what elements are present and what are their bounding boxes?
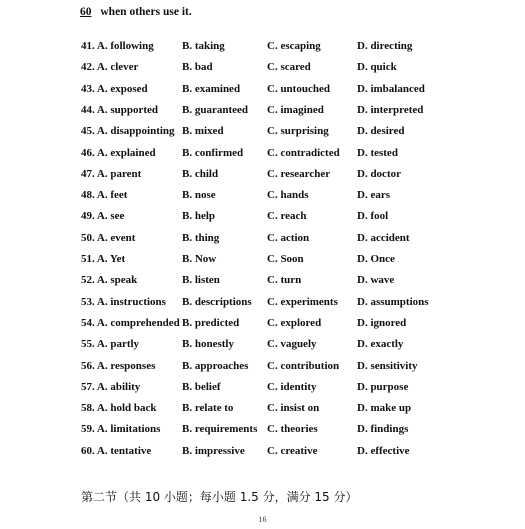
option-d: D. exactly	[357, 338, 404, 351]
option-d: D. quick	[357, 61, 397, 74]
option-b: B. bad	[182, 61, 213, 74]
option-d: D. sensitivity	[357, 359, 418, 372]
option-b: B. nose	[182, 189, 216, 202]
option-d: D. interpreted	[357, 103, 424, 116]
option-b: B. examined	[182, 82, 241, 95]
question-row	[0, 125, 525, 141]
option-d: D. fool	[357, 210, 389, 223]
option-a: 54. A. comprehended	[81, 316, 180, 329]
option-d: D. doctor	[357, 167, 401, 180]
option-d: D. ignored	[357, 316, 407, 329]
option-c: C. contradicted	[267, 146, 340, 159]
question-row	[0, 189, 525, 205]
question-row	[0, 210, 525, 226]
question-row	[0, 168, 525, 184]
option-c: C. contribution	[267, 359, 340, 372]
option-d: D. effective	[357, 444, 410, 457]
option-b: B. guaranteed	[182, 103, 248, 116]
option-d: D. make up	[357, 402, 412, 415]
option-a: 45. A. disappointing	[81, 125, 175, 138]
option-d: D. imbalanced	[357, 82, 425, 95]
option-b: B. relate to	[182, 402, 234, 415]
option-a: 49. A. see	[81, 210, 125, 223]
option-a: 53. A. instructions	[81, 295, 166, 308]
option-d: D. Once	[357, 253, 395, 265]
option-b: B. belief	[182, 380, 221, 393]
option-c: C. theories	[267, 423, 318, 436]
option-c: C. Soon	[267, 253, 304, 265]
option-c: C. turn	[267, 274, 302, 287]
option-a: 57. A. ability	[81, 380, 141, 393]
question-row	[0, 104, 525, 120]
option-c: C. creative	[267, 444, 318, 457]
option-b: B. child	[182, 167, 219, 180]
option-b: B. listen	[182, 274, 220, 287]
passage-text: when others use it.	[100, 6, 192, 18]
question-row	[0, 360, 525, 376]
option-c: C. scared	[267, 61, 311, 74]
question-row	[0, 253, 525, 269]
option-a: 44. A. supported	[81, 103, 159, 116]
question-row	[0, 338, 525, 354]
option-c: C. researcher	[267, 167, 331, 180]
option-a: 51. A. Yet	[81, 253, 126, 265]
question-row	[0, 381, 525, 397]
option-a: 46. A. explained	[81, 146, 156, 159]
option-a: 43. A. exposed	[81, 82, 148, 95]
option-b: B. help	[182, 210, 216, 223]
option-b: B. confirmed	[182, 146, 244, 159]
option-a: 48. A. feet	[81, 189, 128, 202]
option-c: C. untouched	[267, 82, 330, 95]
question-row	[0, 83, 525, 99]
option-c: C. action	[267, 231, 310, 244]
option-a: 50. A. event	[81, 231, 136, 244]
question-row	[0, 296, 525, 312]
page-number: 16	[258, 515, 267, 524]
option-b: B. taking	[182, 40, 225, 52]
question-row	[0, 423, 525, 439]
option-c: C. hands	[267, 189, 309, 202]
previous-passage-line	[80, 6, 192, 18]
option-a: 41. A. following	[81, 40, 154, 52]
section-heading: 第二节（共 10 小题；每小题 1.5 分，满分 15 分）	[81, 490, 358, 504]
option-a: 58. A. hold back	[81, 402, 157, 415]
option-b: B. impressive	[182, 444, 245, 457]
option-d: D. accident	[357, 231, 410, 244]
option-b: B. Now	[182, 253, 217, 265]
option-b: B. predicted	[182, 316, 240, 329]
option-a: 47. A. parent	[81, 167, 142, 180]
option-b: B. approaches	[182, 359, 249, 372]
option-c: C. reach	[267, 210, 307, 223]
option-a: 55. A. partly	[81, 338, 140, 351]
option-b: B. requirements	[182, 423, 258, 436]
option-d: D. assumptions	[357, 295, 429, 308]
question-row	[0, 402, 525, 418]
option-d: D. purpose	[357, 380, 409, 393]
option-b: B. thing	[182, 231, 220, 244]
option-a: 59. A. limitations	[81, 423, 161, 436]
option-c: C. explored	[267, 316, 322, 329]
option-a: 60. A. tentative	[81, 444, 152, 457]
option-c: C. imagined	[267, 103, 324, 116]
option-b: B. mixed	[182, 125, 224, 138]
option-c: C. surprising	[267, 125, 329, 138]
blank-number: 60	[80, 6, 92, 18]
option-c: C. vaguely	[267, 338, 317, 351]
question-row	[0, 147, 525, 163]
option-d: D. directing	[357, 40, 413, 52]
question-row	[0, 232, 525, 248]
question-row	[0, 40, 525, 56]
question-row	[0, 274, 525, 290]
option-c: C. escaping	[267, 40, 321, 52]
option-c: C. experiments	[267, 295, 338, 308]
question-row	[0, 445, 525, 461]
option-d: D. ears	[357, 189, 390, 202]
option-d: D. findings	[357, 423, 409, 436]
option-a: 42. A. clever	[81, 61, 139, 74]
option-c: C. insist on	[267, 402, 320, 415]
option-d: D. desired	[357, 125, 405, 138]
option-d: D. tested	[357, 146, 398, 159]
option-c: C. identity	[267, 380, 317, 393]
option-a: 52. A. speak	[81, 274, 138, 287]
option-d: D. wave	[357, 274, 395, 287]
option-b: B. descriptions	[182, 295, 252, 308]
option-b: B. honestly	[182, 338, 234, 351]
option-a: 56. A. responses	[81, 359, 156, 372]
question-row	[0, 61, 525, 77]
question-row	[0, 317, 525, 333]
